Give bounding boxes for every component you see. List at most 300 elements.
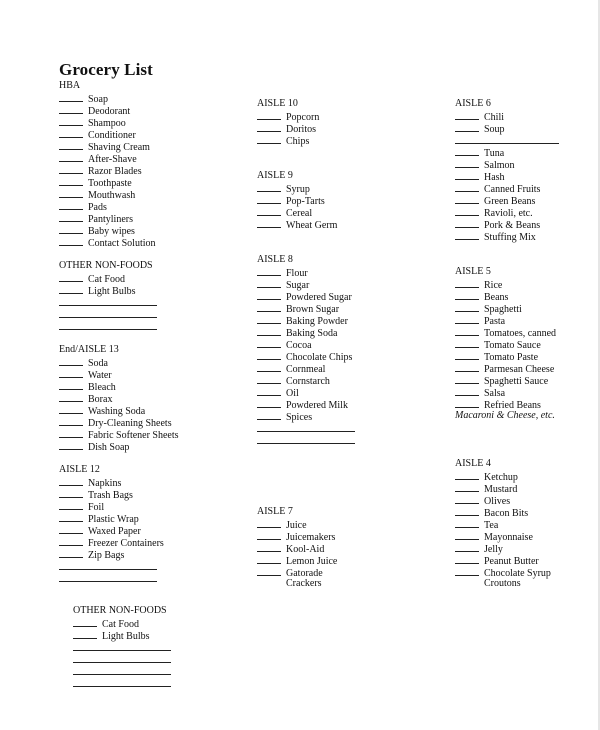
list-item	[455, 182, 559, 194]
item-label: Peanut Butter	[484, 556, 539, 567]
write-in-line[interactable]	[59, 296, 179, 308]
checkbox-line[interactable]	[257, 338, 281, 348]
page-title: Grocery List	[59, 60, 153, 79]
item-label: Wheat Germ	[286, 220, 338, 231]
checkbox-line[interactable]	[59, 284, 83, 294]
checkbox-line[interactable]	[455, 530, 479, 540]
item-label: Pop-Tarts	[286, 196, 325, 207]
list-item	[257, 218, 355, 230]
item-label: Conditioner	[88, 130, 136, 141]
list-item	[257, 266, 355, 278]
checkbox-line[interactable]	[59, 368, 83, 378]
checkbox-line[interactable]	[455, 482, 479, 492]
checkbox-line[interactable]	[59, 488, 83, 498]
checkbox-line[interactable]	[455, 470, 479, 480]
checkbox-line[interactable]	[59, 212, 83, 222]
checkbox-line[interactable]	[455, 518, 479, 528]
write-in-line[interactable]	[59, 572, 179, 584]
list-item	[59, 488, 179, 500]
section-header: AISLE 9	[257, 170, 293, 181]
checkbox-line[interactable]	[455, 338, 479, 348]
list-item	[257, 278, 355, 290]
list-item	[59, 536, 179, 548]
checkbox-line[interactable]	[59, 128, 83, 138]
item-label: Pasta	[484, 316, 506, 327]
list-item	[59, 512, 179, 524]
item-label: Pantyliners	[88, 214, 133, 225]
list-item-plain: Crackers	[286, 578, 322, 589]
item-label: Water	[88, 370, 112, 381]
checkbox-line[interactable]	[257, 362, 281, 372]
checkbox-line[interactable]	[257, 398, 281, 408]
list-item	[455, 518, 559, 530]
checkbox-line[interactable]	[455, 398, 479, 408]
item-label: Tea	[484, 520, 499, 531]
checkbox-line[interactable]	[257, 410, 281, 420]
write-in-underline[interactable]	[73, 641, 171, 651]
checkbox-line[interactable]	[455, 182, 479, 192]
write-in-line[interactable]	[73, 665, 171, 677]
checkbox-line[interactable]	[59, 188, 83, 198]
list-item	[59, 404, 179, 416]
checkbox-line[interactable]	[257, 326, 281, 336]
list-item	[257, 374, 355, 386]
list-item	[257, 326, 355, 338]
item-label: Deodorant	[88, 106, 131, 117]
checkbox-line[interactable]	[73, 617, 97, 627]
item-label: Freezer Containers	[88, 538, 164, 549]
item-label: Dry-Cleaning Sheets	[88, 418, 172, 429]
checkbox-line[interactable]	[257, 530, 281, 540]
list-item	[73, 629, 171, 641]
checkbox-line[interactable]	[59, 536, 83, 546]
list-item	[455, 302, 559, 314]
list-item	[455, 542, 559, 554]
list-item	[257, 410, 355, 422]
item-label: Bleach	[88, 382, 116, 393]
list-item	[59, 272, 179, 284]
list-item	[455, 278, 559, 290]
list-item	[455, 122, 559, 134]
column-1	[59, 80, 179, 584]
list-item	[455, 554, 559, 566]
section-gap	[59, 248, 179, 260]
section	[59, 464, 179, 584]
section-header: HBA	[59, 80, 81, 91]
item-label: Spaghetti	[484, 304, 522, 315]
item-label: Ravioli, etc.	[484, 208, 533, 219]
list-item	[455, 494, 559, 506]
list-item	[455, 398, 559, 410]
item-label: Juicemakers	[286, 532, 336, 543]
list-item	[455, 290, 559, 302]
item-label: Olives	[484, 496, 511, 507]
write-in-line[interactable]	[73, 677, 171, 689]
list-item	[455, 530, 559, 542]
list-item	[59, 200, 179, 212]
checkbox-line[interactable]	[455, 506, 479, 516]
list-item	[455, 338, 559, 350]
item-label: Bacon Bits	[484, 508, 529, 519]
checkbox-line[interactable]	[455, 302, 479, 312]
list-item	[59, 284, 179, 296]
write-in-underline[interactable]	[59, 296, 157, 306]
item-label: Baking Soda	[286, 328, 338, 339]
section	[59, 80, 179, 248]
list-item	[455, 470, 559, 482]
list-item	[59, 188, 179, 200]
checkbox-line[interactable]	[257, 134, 281, 144]
item-label: Parmesan Cheese	[484, 364, 555, 375]
list-item	[455, 566, 559, 578]
write-in-line[interactable]	[59, 560, 179, 572]
checkbox-line[interactable]	[455, 122, 479, 132]
checkbox-line[interactable]	[73, 629, 97, 639]
section-header: AISLE 12	[59, 464, 100, 475]
section-header: End/AISLE 13	[59, 344, 119, 355]
item-label: Salsa	[484, 388, 506, 399]
item-label: Lemon Juice	[286, 556, 338, 567]
checkbox-line[interactable]	[257, 182, 281, 192]
item-label: Stuffing Mix	[484, 232, 536, 243]
section-header: AISLE 4	[455, 458, 491, 469]
checkbox-line[interactable]	[59, 224, 83, 234]
checkbox-line[interactable]	[455, 194, 479, 204]
item-label: Chips	[286, 136, 310, 147]
checkbox-line[interactable]	[455, 350, 479, 360]
list-item	[257, 110, 355, 122]
item-label: Dish Soap	[88, 442, 130, 453]
section-gap	[257, 230, 355, 254]
list-item	[257, 542, 355, 554]
list-item	[257, 194, 355, 206]
section	[59, 260, 179, 332]
item-label: Chocolate Syrup	[484, 568, 551, 579]
item-label: Kool-Aid	[286, 544, 325, 555]
item-label: Soup	[484, 124, 505, 135]
list-item	[455, 482, 559, 494]
write-in-line[interactable]	[73, 641, 171, 653]
checkbox-line[interactable]	[257, 374, 281, 384]
item-label: Cornmeal	[286, 364, 326, 375]
checkbox-line[interactable]	[59, 548, 83, 558]
checkbox-line[interactable]	[59, 524, 83, 534]
checkbox-line[interactable]	[257, 350, 281, 360]
checkbox-line[interactable]	[257, 386, 281, 396]
checkbox-line[interactable]	[59, 200, 83, 210]
item-label: Tomato Paste	[484, 352, 539, 363]
item-label: Doritos	[286, 124, 316, 135]
item-label: Plastic Wrap	[88, 514, 139, 525]
item-label: Refried Beans	[484, 400, 541, 411]
list-item	[73, 617, 171, 629]
checkbox-line[interactable]	[59, 176, 83, 186]
checkbox-line[interactable]	[257, 110, 281, 120]
checkbox-line[interactable]	[59, 476, 83, 486]
checkbox-line[interactable]	[455, 386, 479, 396]
checkbox-line[interactable]	[455, 566, 479, 576]
item-label: Baking Powder	[286, 316, 348, 327]
list-item	[59, 140, 179, 152]
item-label: Sugar	[286, 280, 310, 291]
checkbox-line[interactable]	[257, 266, 281, 276]
list-item	[455, 350, 559, 362]
list-item	[455, 506, 559, 518]
checkbox-line[interactable]	[257, 302, 281, 312]
item-label: Light Bulbs	[88, 286, 136, 297]
list-item	[59, 440, 179, 452]
column-3	[455, 98, 559, 590]
list-item	[455, 362, 559, 374]
section-gap	[455, 242, 559, 266]
item-label: Tuna	[484, 148, 505, 159]
checkbox-line[interactable]	[59, 428, 83, 438]
checkbox-line[interactable]	[59, 272, 83, 282]
item-label: Ketchup	[484, 472, 518, 483]
write-in-underline[interactable]	[59, 560, 157, 570]
checkbox-line[interactable]	[59, 236, 83, 246]
section	[257, 170, 355, 230]
item-label: Tomato Sauce	[484, 340, 541, 351]
checkbox-line[interactable]	[257, 278, 281, 288]
item-label: Shaving Cream	[88, 142, 150, 153]
checkbox-line[interactable]	[455, 110, 479, 120]
item-label: Cat Food	[88, 274, 125, 285]
checkbox-line[interactable]	[257, 566, 281, 576]
item-label: Juice	[286, 520, 307, 531]
section-gap	[257, 446, 355, 506]
list-item	[257, 386, 355, 398]
list-item	[257, 290, 355, 302]
list-item	[257, 554, 355, 566]
item-label: Mustard	[484, 484, 518, 495]
list-item	[59, 548, 179, 560]
checkbox-line[interactable]	[455, 542, 479, 552]
checkbox-line[interactable]	[455, 206, 479, 216]
checkbox-line[interactable]	[59, 164, 83, 174]
write-in-underline[interactable]	[257, 434, 355, 444]
checkbox-line[interactable]	[59, 92, 83, 102]
list-item	[257, 206, 355, 218]
checkbox-line[interactable]	[455, 290, 479, 300]
list-item	[59, 164, 179, 176]
item-label: Hash	[484, 172, 505, 183]
checkbox-line[interactable]	[455, 158, 479, 168]
section	[257, 506, 355, 590]
checkbox-line[interactable]	[59, 392, 83, 402]
checkbox-line[interactable]	[257, 218, 281, 228]
list-item	[257, 518, 355, 530]
write-in-underline[interactable]	[73, 677, 171, 687]
checkbox-line[interactable]	[455, 494, 479, 504]
item-label: Pork & Beans	[484, 220, 541, 231]
section-header: OTHER NON-FOODS	[59, 260, 153, 271]
list-item	[59, 368, 179, 380]
section-gap	[59, 332, 179, 344]
list-item	[59, 380, 179, 392]
section	[455, 458, 559, 590]
list-item	[59, 224, 179, 236]
section-gap	[455, 422, 559, 458]
list-item	[455, 158, 559, 170]
section	[257, 98, 355, 146]
checkbox-line[interactable]	[59, 116, 83, 126]
item-label: Cornstarch	[286, 376, 330, 387]
list-item	[257, 398, 355, 410]
item-label: Pads	[88, 202, 107, 213]
checkbox-line[interactable]	[455, 218, 479, 228]
list-item	[257, 530, 355, 542]
list-item	[257, 134, 355, 146]
item-label: Popcorn	[286, 112, 320, 123]
checkbox-line[interactable]	[257, 194, 281, 204]
item-label: Baby wipes	[88, 226, 135, 237]
list-item	[59, 104, 179, 116]
write-in-underline[interactable]	[257, 422, 355, 432]
write-in-underline[interactable]	[59, 320, 157, 330]
list-item	[455, 170, 559, 182]
item-label: After-Shave	[88, 154, 137, 165]
checkbox-line[interactable]	[455, 362, 479, 372]
item-label: Powdered Milk	[286, 400, 348, 411]
section-header: AISLE 10	[257, 98, 298, 109]
list-item	[455, 314, 559, 326]
write-in-underline[interactable]	[59, 572, 157, 582]
list-item	[257, 350, 355, 362]
checkbox-line[interactable]	[455, 314, 479, 324]
list-item	[257, 122, 355, 134]
write-in-underline[interactable]	[73, 653, 171, 663]
checkbox-line[interactable]	[59, 140, 83, 150]
item-label: Flour	[286, 268, 308, 279]
checkbox-line[interactable]	[455, 278, 479, 288]
item-label: Napkins	[88, 478, 122, 489]
item-label: Cereal	[286, 208, 313, 219]
list-item	[59, 92, 179, 104]
list-item	[257, 338, 355, 350]
list-item	[59, 152, 179, 164]
checkbox-line[interactable]	[59, 500, 83, 510]
item-label: Canned Fruits	[484, 184, 541, 195]
column-1-bottom	[73, 605, 171, 689]
item-label: Spices	[286, 412, 313, 423]
checkbox-line[interactable]	[59, 380, 83, 390]
item-label: Trash Bags	[88, 490, 133, 501]
item-label: Rice	[484, 280, 503, 291]
section-header: AISLE 6	[455, 98, 491, 109]
item-label: Borax	[88, 394, 113, 405]
item-label: Powdered Sugar	[286, 292, 352, 303]
checkbox-line[interactable]	[257, 518, 281, 528]
item-label: Green Beans	[484, 196, 536, 207]
checkbox-line[interactable]	[455, 146, 479, 156]
section-header: OTHER NON-FOODS	[73, 605, 167, 616]
write-in-line[interactable]	[257, 422, 355, 434]
item-label: Fabric Softener Sheets	[88, 430, 179, 441]
write-in-line[interactable]	[59, 320, 179, 332]
item-label: Syrup	[286, 184, 310, 195]
list-item	[59, 128, 179, 140]
list-item-plain: Croutons	[484, 578, 521, 589]
item-label: Jelly	[484, 544, 503, 555]
checkbox-line[interactable]	[455, 554, 479, 564]
list-item	[59, 500, 179, 512]
list-item	[455, 206, 559, 218]
checkbox-line[interactable]	[257, 122, 281, 132]
checkbox-line[interactable]	[59, 416, 83, 426]
item-label: Cocoa	[286, 340, 312, 351]
checkbox-line[interactable]	[455, 170, 479, 180]
checkbox-line[interactable]	[455, 374, 479, 384]
checkbox-line[interactable]	[257, 554, 281, 564]
section	[59, 344, 179, 452]
checkbox-line[interactable]	[455, 326, 479, 336]
write-in-line[interactable]	[73, 653, 171, 665]
write-in-underline[interactable]	[455, 134, 559, 144]
write-in-line[interactable]	[455, 134, 559, 146]
checkbox-line[interactable]	[257, 206, 281, 216]
section	[455, 98, 559, 242]
checkbox-line[interactable]	[59, 356, 83, 366]
list-item	[455, 230, 559, 242]
write-in-underline[interactable]	[73, 665, 171, 675]
write-in-underline[interactable]	[59, 308, 157, 318]
item-label: Oil	[286, 388, 299, 399]
checkbox-line[interactable]	[257, 314, 281, 324]
checkbox-line[interactable]	[59, 440, 83, 450]
item-label: Soda	[88, 358, 108, 369]
item-label: Chili	[484, 112, 505, 123]
section-header: AISLE 8	[257, 254, 293, 265]
section-gap	[59, 452, 179, 464]
item-label: Shampoo	[88, 118, 126, 129]
item-label: Beans	[484, 292, 509, 303]
list-item	[455, 326, 559, 338]
checkbox-line[interactable]	[59, 152, 83, 162]
section-header: AISLE 7	[257, 506, 293, 517]
checkbox-line[interactable]	[59, 104, 83, 114]
item-label: Cat Food	[102, 619, 139, 630]
item-label: Contact Solution	[88, 238, 156, 249]
item-label: Tomatoes, canned	[484, 328, 557, 339]
list-item	[455, 386, 559, 398]
write-in-line[interactable]	[59, 308, 179, 320]
item-label: Mayonnaise	[484, 532, 533, 543]
item-label: Brown Sugar	[286, 304, 340, 315]
list-item	[455, 374, 559, 386]
item-label: Zip Bags	[88, 550, 125, 561]
list-item	[59, 392, 179, 404]
write-in-line[interactable]	[257, 434, 355, 446]
item-label: Spaghetti Sauce	[484, 376, 549, 387]
checkbox-line[interactable]	[59, 404, 83, 414]
item-label: Waxed Paper	[88, 526, 141, 537]
checkbox-line[interactable]	[257, 542, 281, 552]
list-item	[59, 236, 179, 248]
item-label: Toothpaste	[88, 178, 132, 189]
item-label: Soap	[88, 94, 108, 105]
list-item	[59, 476, 179, 488]
checkbox-line[interactable]	[455, 230, 479, 240]
section	[455, 266, 559, 422]
item-label: Washing Soda	[88, 406, 146, 417]
list-item	[59, 428, 179, 440]
checkbox-line[interactable]	[257, 290, 281, 300]
list-item	[59, 176, 179, 188]
list-item	[59, 524, 179, 536]
checkbox-line[interactable]	[59, 512, 83, 522]
list-item	[455, 194, 559, 206]
